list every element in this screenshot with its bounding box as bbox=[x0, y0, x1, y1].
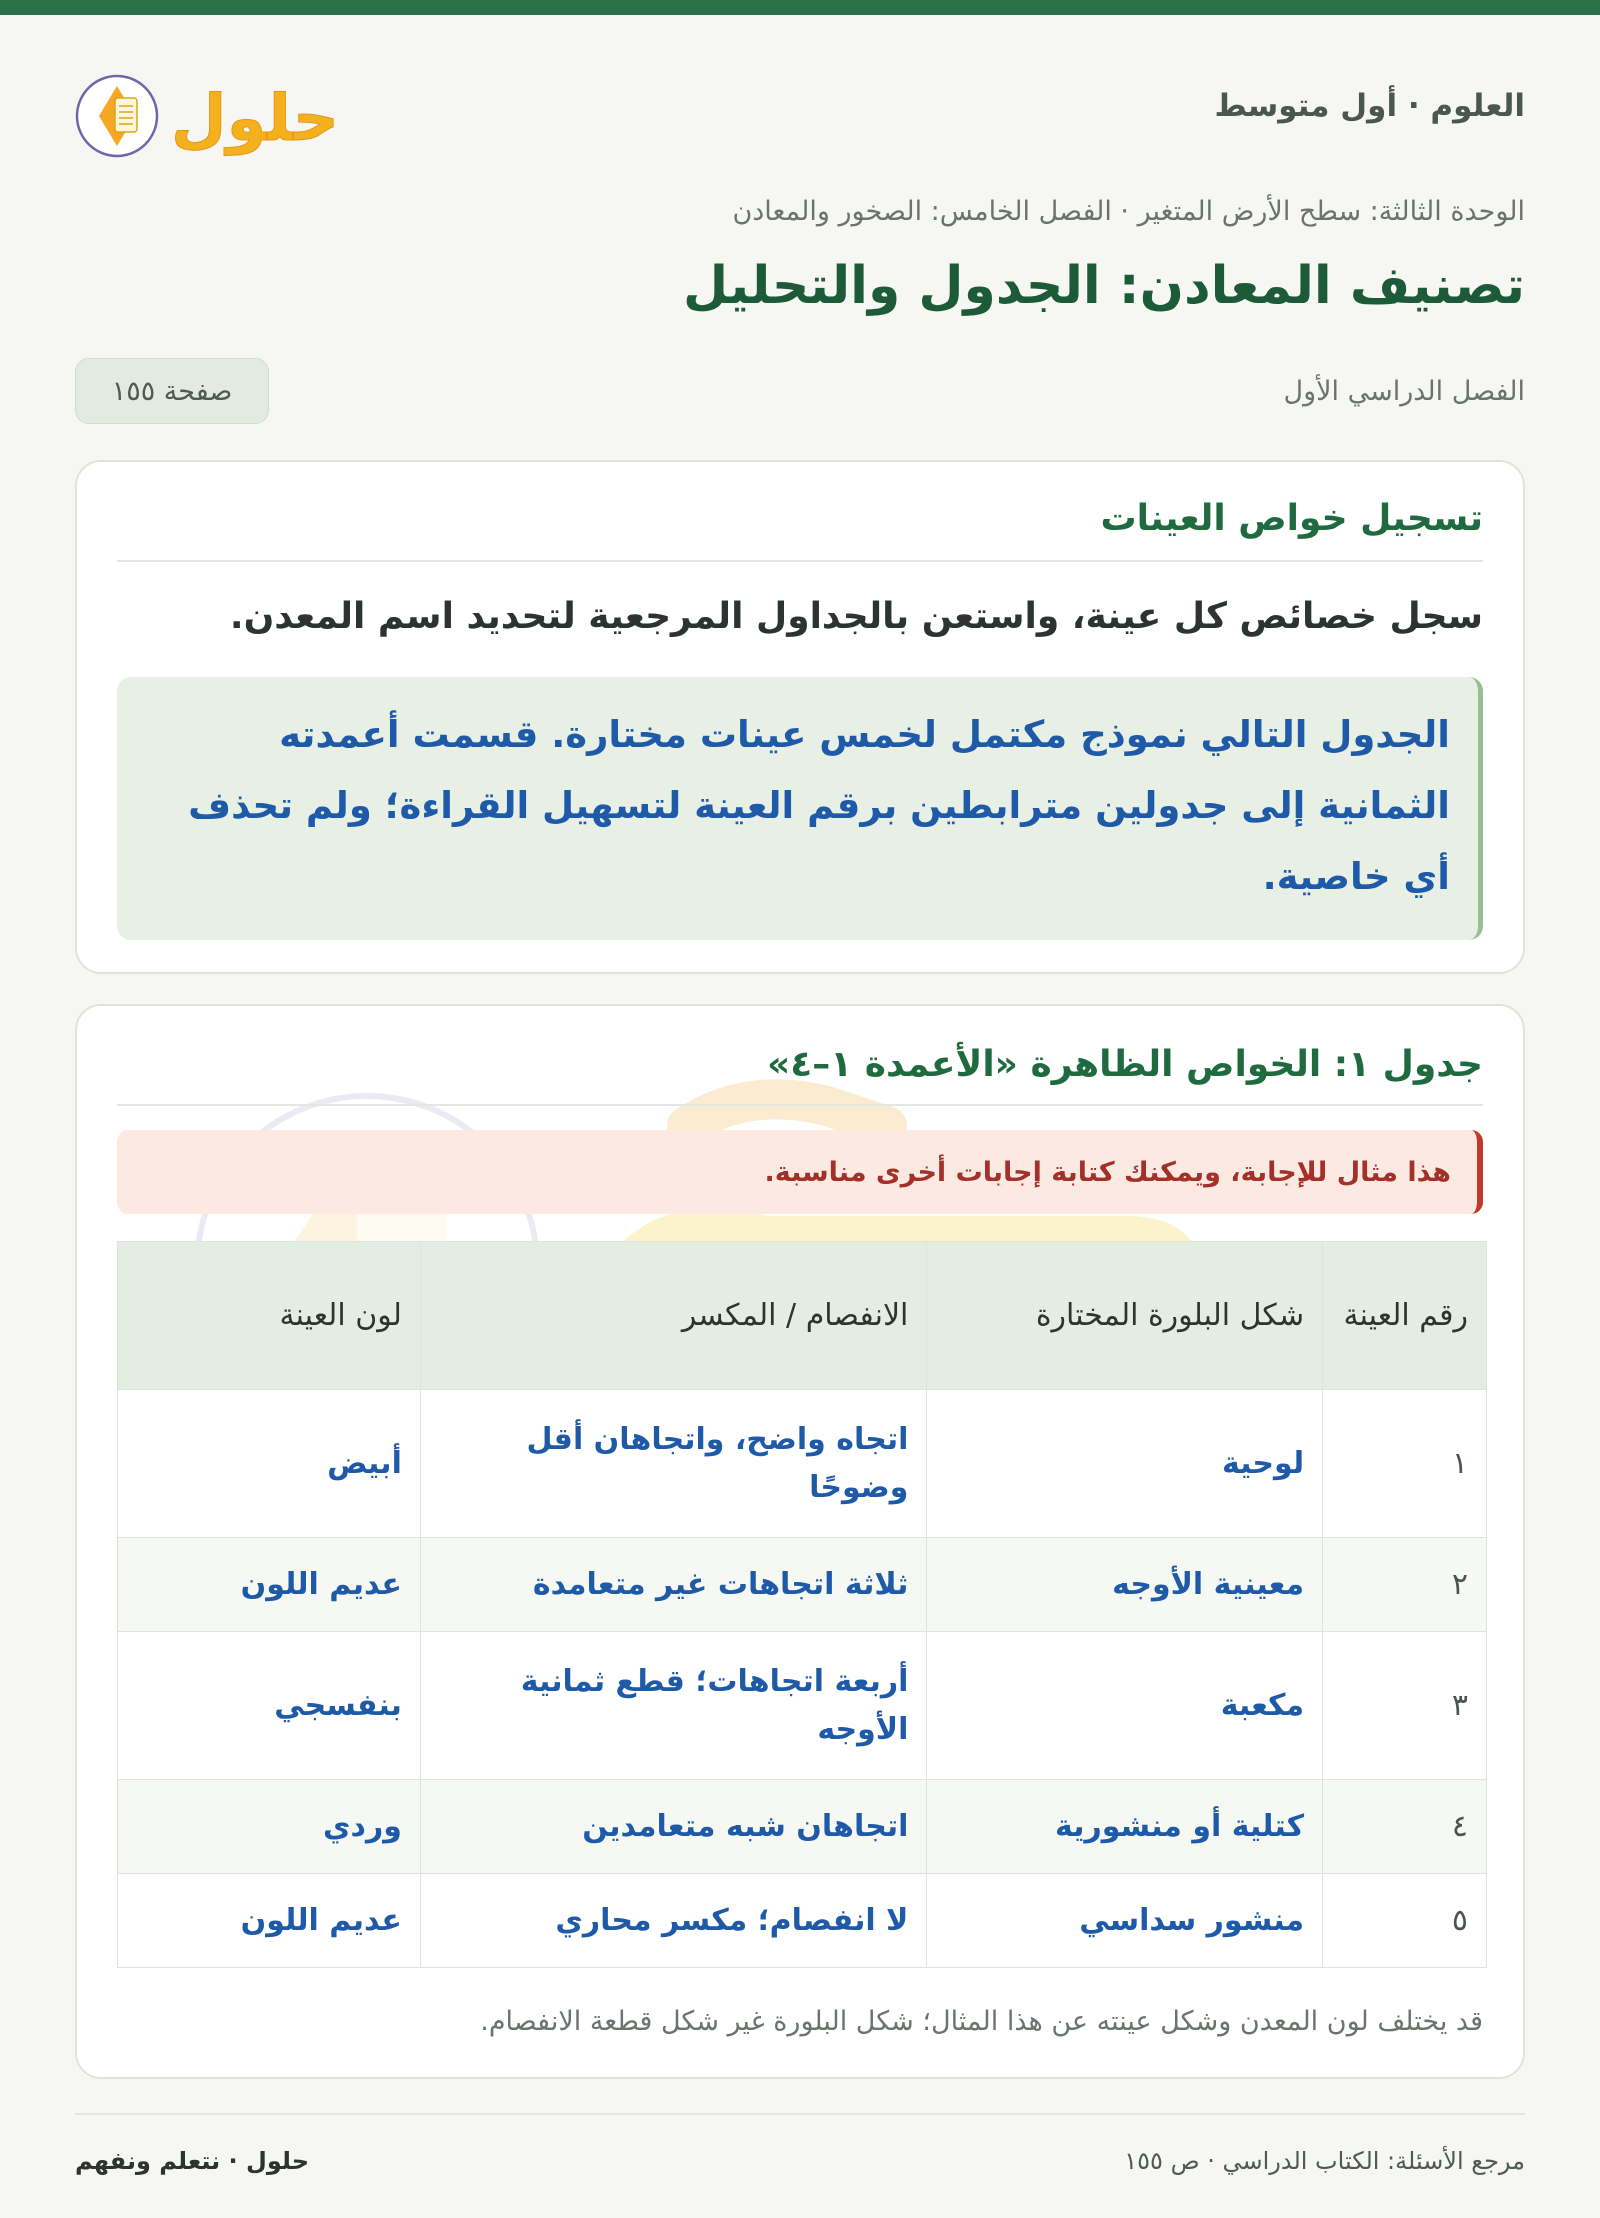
column-header-cleavage: الانفصام / المكسر bbox=[420, 1242, 927, 1390]
note-box: الجدول التالي نموذج مكتمل لخمس عينات مختارة. قسمت أعمدته الثمانية إلى جدولين مترابطين برقم العينة لتسهيل القراءة؛ ولم تحذف أي خاصية. bbox=[117, 677, 1483, 940]
cell-color: عديم اللون bbox=[118, 1538, 421, 1632]
cell-color: بنفسجي bbox=[118, 1632, 421, 1780]
divider bbox=[117, 560, 1483, 562]
cell-sample-number: ٤ bbox=[1323, 1780, 1487, 1874]
table-row bbox=[118, 1780, 1487, 1874]
table-row bbox=[118, 1538, 1487, 1632]
cell-cleavage: لا انفصام؛ مكسر محاري bbox=[420, 1874, 927, 1968]
table-title: جدول ١: الخواص الظاهرة «الأعمدة ١–٤» bbox=[766, 1044, 1483, 1085]
hulul-logo-icon bbox=[75, 60, 345, 170]
cell-crystal-shape: كتلية أو منشورية bbox=[927, 1780, 1323, 1874]
cell-cleavage: اتجاهان شبه متعامدين bbox=[420, 1780, 927, 1874]
mineral-properties-table bbox=[117, 1241, 1487, 1968]
cell-crystal-shape: منشور سداسي bbox=[927, 1874, 1323, 1968]
cell-sample-number: ٣ bbox=[1323, 1632, 1487, 1780]
table-header-row bbox=[118, 1242, 1487, 1390]
cell-color: عديم اللون bbox=[118, 1874, 421, 1968]
cell-sample-number: ٢ bbox=[1323, 1538, 1487, 1632]
cell-cleavage: اتجاه واضح، واتجاهان أقل وضوحًا bbox=[420, 1390, 927, 1538]
breadcrumb: الوحدة الثالثة: سطح الأرض المتغير · الفصل الخامس: الصخور والمعادن bbox=[732, 196, 1525, 227]
properties-table-card bbox=[75, 1004, 1525, 2079]
footer-reference: مرجع الأسئلة: الكتاب الدراسي · ص ١٥٥ bbox=[1124, 2147, 1525, 2175]
column-header-color: لون العينة bbox=[118, 1242, 421, 1390]
table-caption: قد يختلف لون المعدن وشكل عينته عن هذا المثال؛ شكل البلورة غير شكل قطعة الانفصام. bbox=[480, 2006, 1483, 2037]
subject-label: العلوم · أول متوسط bbox=[1214, 88, 1525, 124]
table-row bbox=[118, 1390, 1487, 1538]
divider bbox=[117, 1104, 1483, 1106]
cell-sample-number: ٥ bbox=[1323, 1874, 1487, 1968]
cell-crystal-shape: معينية الأوجه bbox=[927, 1538, 1323, 1632]
page-title: تصنيف المعادن: الجدول والتحليل bbox=[683, 256, 1525, 316]
footer-brand[interactable]: حلول · نتعلم ونفهم bbox=[75, 2147, 309, 2175]
top-accent-bar bbox=[0, 0, 1600, 15]
cell-cleavage: ثلاثة اتجاهات غير متعامدة bbox=[420, 1538, 927, 1632]
sample-recording-card bbox=[75, 460, 1525, 974]
cell-color: أبيض bbox=[118, 1390, 421, 1538]
footer-divider bbox=[75, 2113, 1525, 2115]
page-number-badge: صفحة ١٥٥ bbox=[75, 358, 269, 424]
logo-text: حلول bbox=[171, 82, 339, 156]
example-answer-alert: هذا مثال للإجابة، ويمكنك كتابة إجابات أخرى مناسبة. bbox=[117, 1130, 1483, 1214]
cell-crystal-shape: لوحية bbox=[927, 1390, 1323, 1538]
section-title: تسجيل خواص العينات bbox=[1100, 498, 1483, 539]
cell-sample-number: ١ bbox=[1323, 1390, 1487, 1538]
semester-label: الفصل الدراسي الأول bbox=[1283, 376, 1525, 407]
instruction-text: سجل خصائص كل عينة، واستعن بالجداول المرجعية لتحديد اسم المعدن. bbox=[229, 596, 1483, 637]
cell-cleavage: أربعة اتجاهات؛ قطع ثمانية الأوجه bbox=[420, 1632, 927, 1780]
table-row bbox=[118, 1874, 1487, 1968]
hulul-logo[interactable] bbox=[75, 60, 345, 170]
table-row bbox=[118, 1632, 1487, 1780]
cell-color: وردي bbox=[118, 1780, 421, 1874]
cell-crystal-shape: مكعبة bbox=[927, 1632, 1323, 1780]
page-header bbox=[75, 60, 1525, 170]
column-header-crystal-shape: شكل البلورة المختارة bbox=[927, 1242, 1323, 1390]
column-header-sample-number: رقم العينة bbox=[1323, 1242, 1487, 1390]
